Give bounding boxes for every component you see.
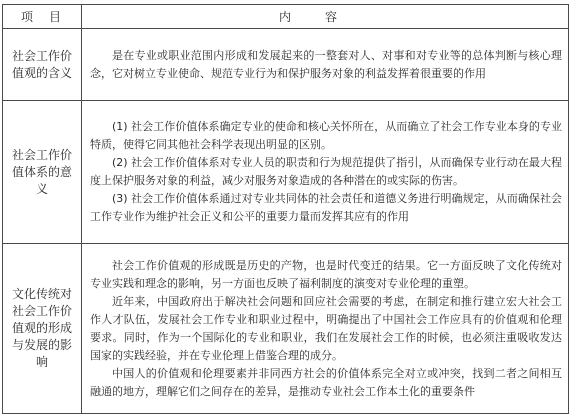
header-content — [82, 5, 569, 29]
content-paragraph: 中国人的价值观和伦理要素并非同西方社会的价值体系完全对立或冲突，找到二者之间相互融通的地方，理解它们之间存在的差异，是推动专业社会工作本土化的重要条件 — [90, 366, 562, 398]
content-paragraph: (2) 社会工作价值体系对专业人员的职责和行为规范提供了指引，从而确保专业行动在最大程度上保护服务对象的利益，减少对服务对象造成的各种潜在的或实际的伤害。 — [90, 156, 562, 187]
table-row — [3, 244, 569, 414]
content-paragraph: (1) 社会工作价值体系确定专业的使命和核心关怀所在，从而确立了社会工作专业本身的专业特质，使得它同其他社会科学表现出明显的区别。 — [90, 120, 562, 151]
table-header-row — [3, 5, 569, 29]
content-paragraph: 是在专业或职业范围内形成和发展起来的一整套对人、对事和对专业等的总体判断与核心理念，它对树立专业使命、规范专业行为和保护服务对象的利益发挥着很重要的作用 — [90, 48, 562, 80]
row-content-cell — [82, 244, 569, 414]
row-item-cell: 文化传统对社会工作价值观的形成与发展的影响 — [3, 244, 82, 414]
header-content-label: 内容 — [278, 10, 371, 24]
header-item: 项 目 — [3, 5, 82, 29]
table-row — [3, 29, 569, 101]
row-content-cell — [82, 29, 569, 101]
content-paragraph: 近年来，中国政府出于解决社会问题和回应社会需要的考虑，在制定和推行建立宏大社会工作人才队伍，发展社会工作专业和职业过程中，明确提出了中国社会工作应具有的价值观和伦理要求。同时，作为一个国际化的专业和职业，我们在发展社会工作的时候，也必须注重吸收发达国家的实践经验，并在专业伦理上借鉴合理的成分。 — [90, 294, 562, 362]
content-paragraph: (3) 社会工作价值体系通过对专业共同体的社会责任和道德义务进行明确规定，从而确保社会工作专业作为维护社会正义和公平的重要力量而发挥其应有的作用 — [90, 192, 562, 223]
content-paragraph: 社会工作价值观的形成既是历史的产物，也是时代变迁的结果。它一方面反映了文化传统对专业实践和理念的影响，另一方面也反映了福利制度的演变对专业伦理的重塑。 — [90, 258, 562, 290]
row-item-cell: 社会工作价值体系的意义 — [3, 101, 82, 244]
row-content-cell — [82, 101, 569, 244]
table-row — [3, 101, 569, 244]
row-item-cell: 社会工作价值观的含义 — [3, 29, 82, 101]
content-table — [2, 4, 569, 414]
